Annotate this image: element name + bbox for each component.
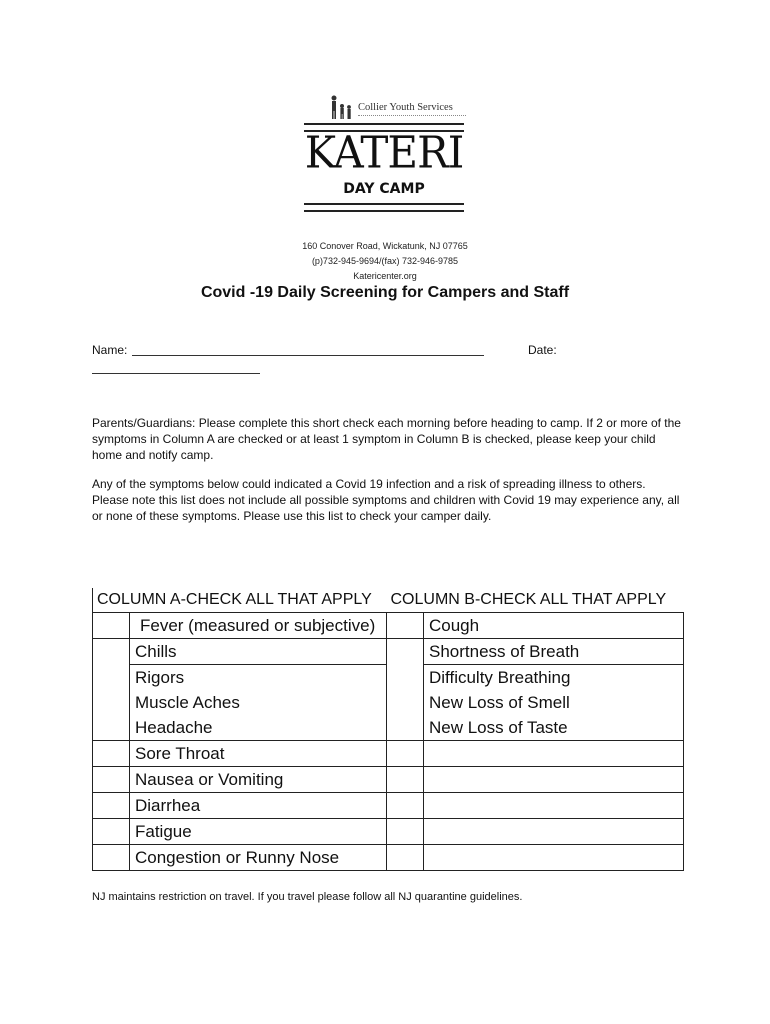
checkbox-b-shortness-of-breath[interactable]	[387, 639, 424, 665]
symptom-b-label: Cough	[424, 613, 684, 639]
checkbox-b-empty[interactable]	[387, 845, 424, 871]
column-b-header: COLUMN B-CHECK ALL THAT APPLY	[387, 588, 684, 613]
symptom-checklist-table	[92, 588, 684, 871]
table-row	[93, 741, 684, 767]
symptom-a-label: Fatigue	[130, 819, 387, 845]
people-silhouette-icon	[328, 94, 354, 120]
symptom-b-label	[424, 741, 684, 767]
table-row	[93, 715, 684, 741]
travel-note: NJ maintains restriction on travel. If you travel please follow all NJ quarantine guidelines.	[92, 891, 523, 903]
symptoms-note-paragraph: Any of the symptoms below could indicated a Covid 19 infection and a risk of spreading illness to others. Please note this list does not include all possible symptoms and children with Covid 19 may experience any, all or none of these symptoms. Please use this list to check your camper daily.	[92, 477, 680, 523]
checkbox-b-empty[interactable]	[387, 741, 424, 767]
instructions-paragraph: Parents/Guardians: Please complete this short check each morning before heading to camp. If 2 or more of the symptoms in Column A are checked or at least 1 symptom in Column B is checked, please keep your child home and notify camp.	[92, 416, 681, 462]
checkbox-a-diarrhea[interactable]	[93, 793, 130, 819]
checkbox-a-chills[interactable]	[93, 639, 130, 665]
table-row	[93, 793, 684, 819]
symptom-b-label	[424, 793, 684, 819]
name-field[interactable]	[132, 355, 484, 356]
table-row	[93, 819, 684, 845]
checkbox-b-cough[interactable]	[387, 613, 424, 639]
checkbox-a-congestion[interactable]	[93, 845, 130, 871]
logo-header	[328, 92, 468, 122]
checkbox-b-empty[interactable]	[387, 767, 424, 793]
page-title: Covid -19 Daily Screening for Campers and Staff	[200, 284, 570, 301]
symptom-b-label: New Loss of Taste	[424, 715, 684, 741]
address-phone: (p)732-945-9694/(fax) 732-946-9785	[311, 256, 459, 266]
checkbox-b-difficulty-breathing[interactable]	[387, 665, 424, 691]
symptom-b-label	[424, 845, 684, 871]
symptom-b-label: Shortness of Breath	[424, 639, 684, 665]
column-a-header: COLUMN A-CHECK ALL THAT APPLY	[93, 588, 387, 613]
checkbox-b-empty[interactable]	[387, 793, 424, 819]
date-field[interactable]	[92, 373, 260, 374]
address-street: 160 Conover Road, Wickatunk, NJ 07765	[302, 241, 468, 251]
table-row	[93, 845, 684, 871]
logo-subtitle: DAY CAMP	[343, 181, 425, 197]
symptom-b-label	[424, 767, 684, 793]
address-website: Katericenter.org	[353, 271, 417, 281]
symptom-a-label: Congestion or Runny Nose	[130, 845, 387, 871]
checkbox-a-rigors[interactable]	[93, 665, 130, 691]
checkbox-a-fever[interactable]	[93, 613, 130, 639]
checkbox-a-nausea[interactable]	[93, 767, 130, 793]
table-row	[93, 690, 684, 715]
symptom-a-label: Diarrhea	[130, 793, 387, 819]
checkbox-b-empty[interactable]	[387, 819, 424, 845]
checkbox-a-muscle-aches[interactable]	[93, 690, 130, 715]
symptom-a-label: Headache	[130, 715, 387, 741]
table-row	[93, 639, 684, 665]
symptom-b-label: New Loss of Smell	[424, 690, 684, 715]
checkbox-b-loss-of-smell[interactable]	[387, 690, 424, 715]
symptom-b-label: Difficulty Breathing	[424, 665, 684, 691]
checkbox-b-loss-of-taste[interactable]	[387, 715, 424, 741]
symptom-a-label: Sore Throat	[130, 741, 387, 767]
symptom-a-label: Fever (measured or subjective)	[130, 613, 387, 639]
table-header-row	[93, 588, 684, 613]
table-row	[93, 767, 684, 793]
symptom-a-label: Rigors	[130, 665, 387, 691]
symptom-a-label: Chills	[130, 639, 387, 665]
logo-tagline	[358, 115, 466, 118]
date-label: Date:	[528, 343, 557, 357]
table-row	[93, 665, 684, 691]
camp-logo	[300, 92, 468, 216]
symptom-a-label: Muscle Aches	[130, 690, 387, 715]
symptom-a-label: Nausea or Vomiting	[130, 767, 387, 793]
logo-wordmark: KATERI	[304, 126, 464, 179]
logo-org-name: Collier Youth Services	[358, 102, 453, 113]
checkbox-a-fatigue[interactable]	[93, 819, 130, 845]
table-row	[93, 613, 684, 639]
checkbox-a-sore-throat[interactable]	[93, 741, 130, 767]
name-label: Name:	[92, 343, 128, 357]
checkbox-a-headache[interactable]	[93, 715, 130, 741]
symptom-b-label	[424, 819, 684, 845]
logo-divider-bottom	[304, 203, 464, 212]
